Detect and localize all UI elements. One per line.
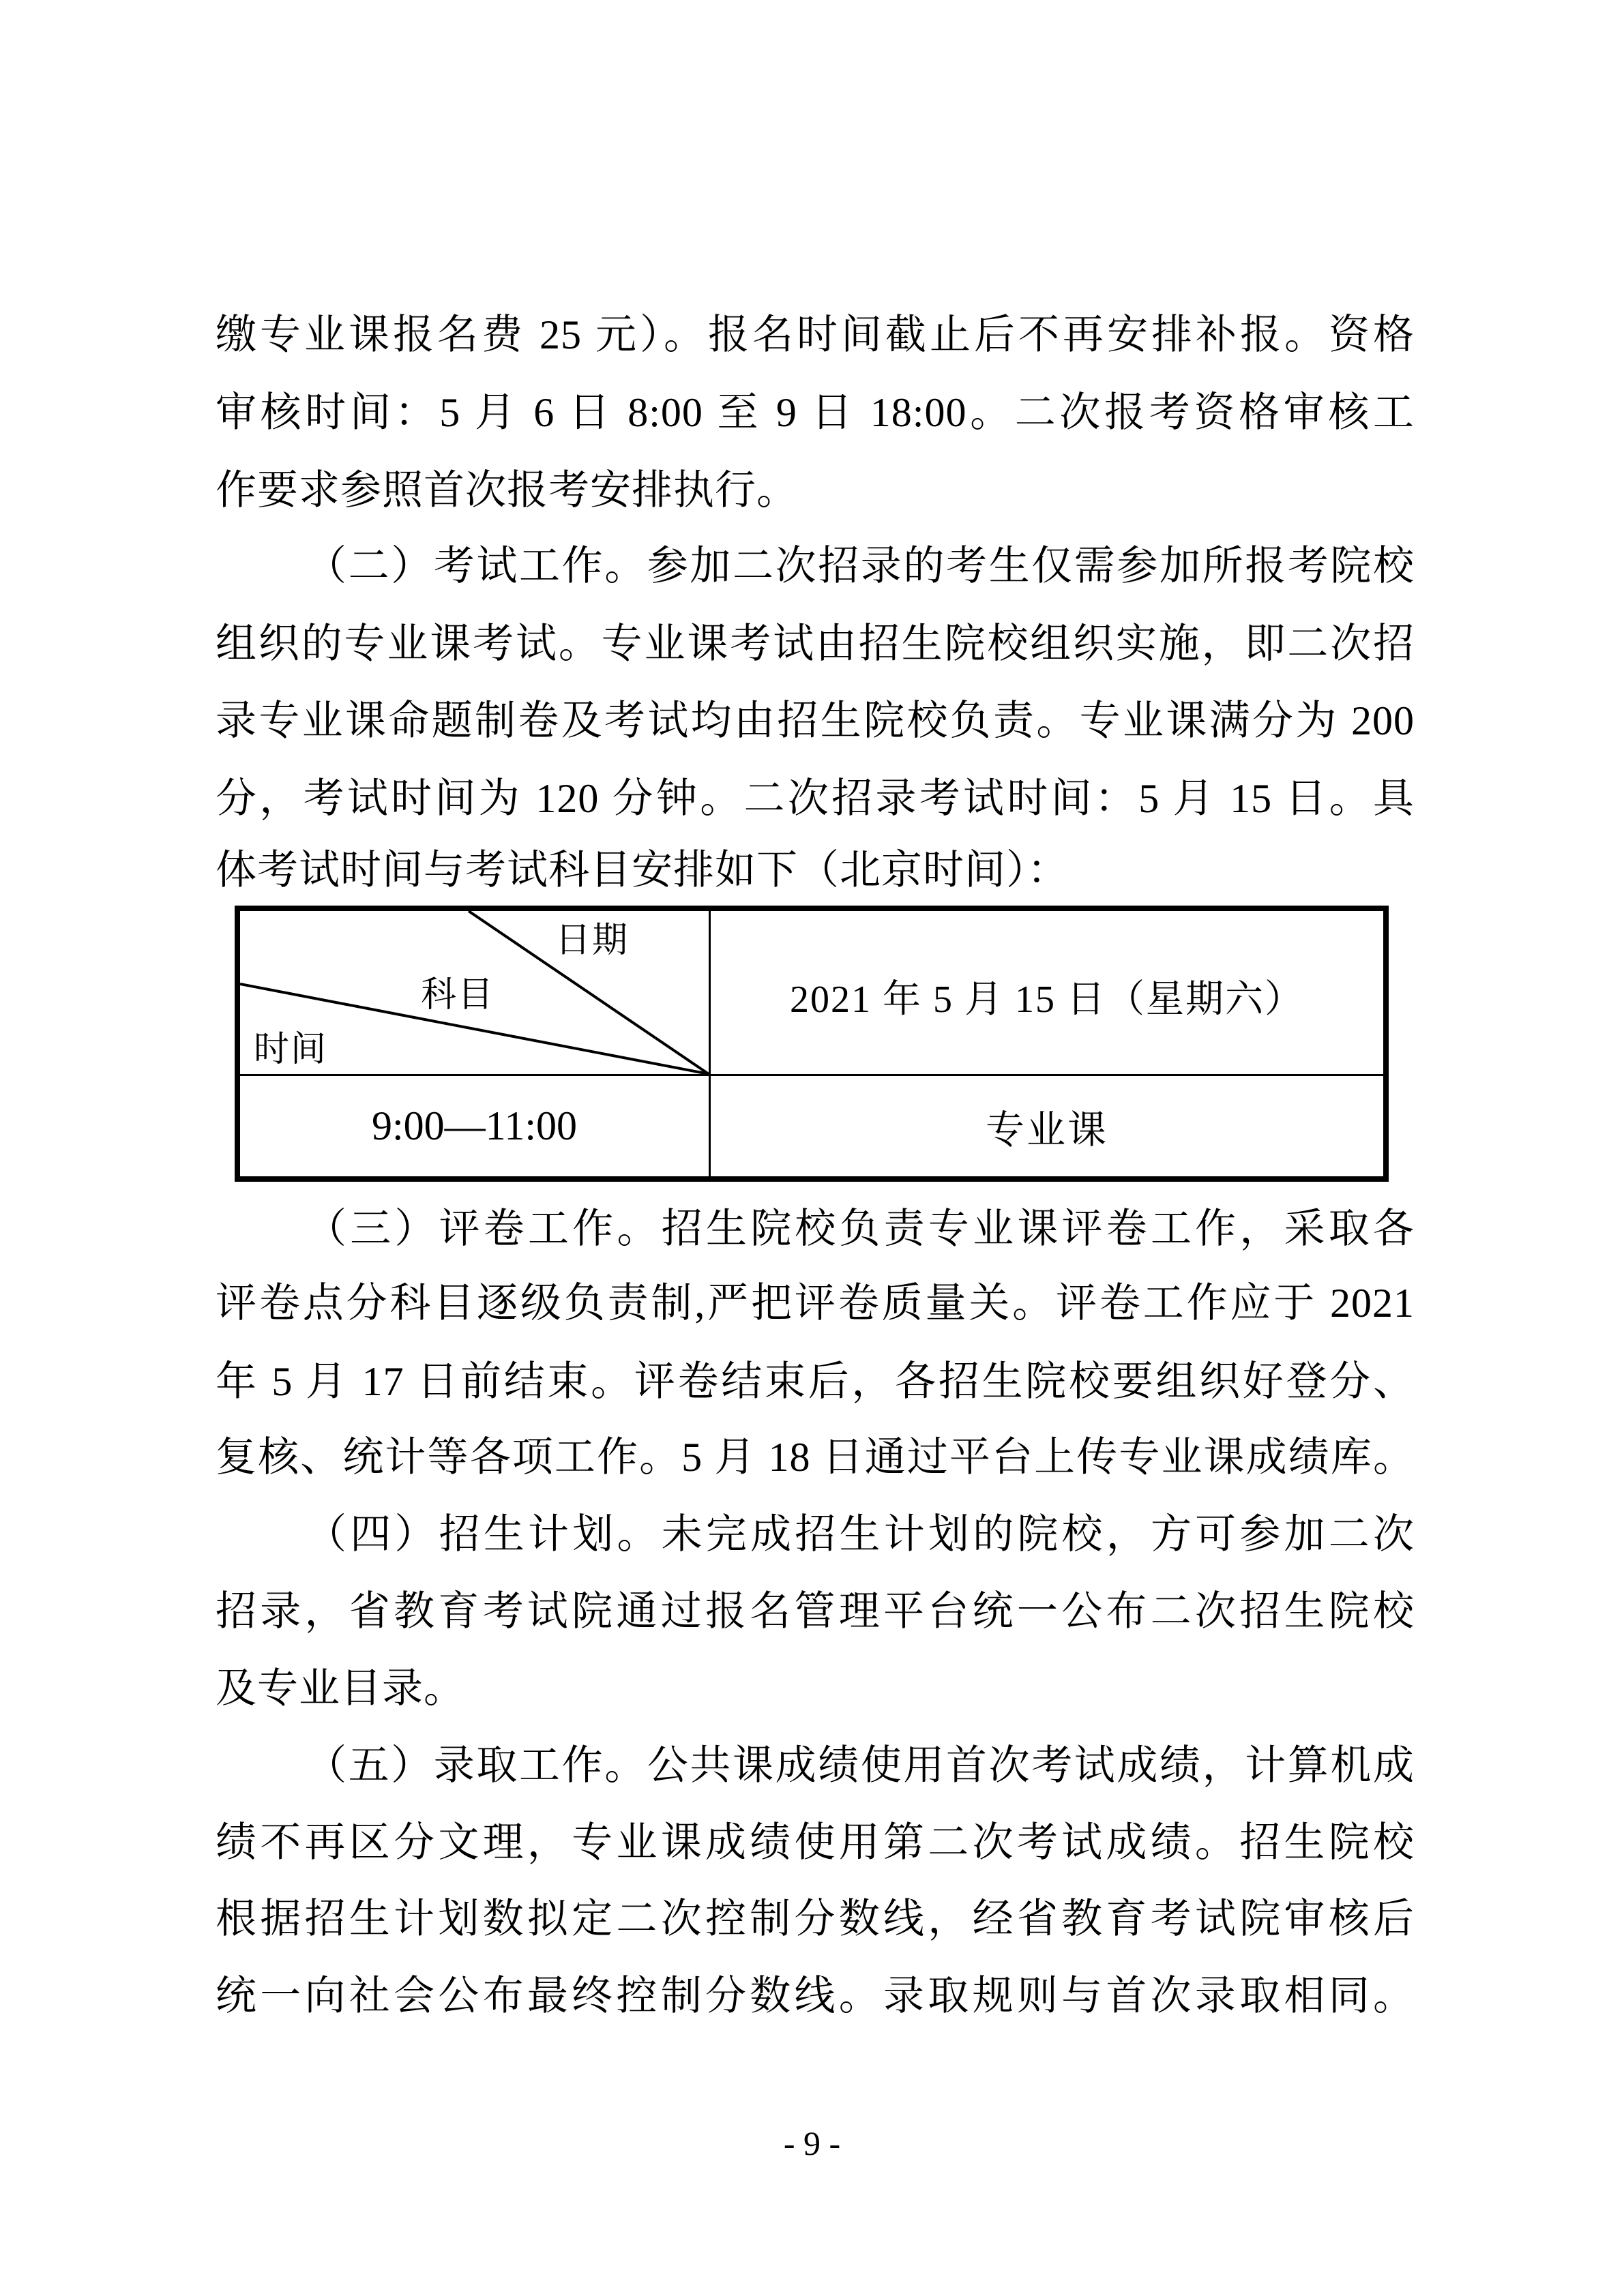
body-line: （二）考试工作。参加二次招录的考生仅需参加所报考院校	[306, 543, 1415, 588]
body-line: 复核、统计等各项工作。5 月 18 日通过平台上传专业课成绩库。	[216, 1435, 1415, 1480]
body-line: 统一向社会公布最终控制分数线。录取规则与首次录取相同。	[216, 1973, 1415, 2018]
corner-time-label: 时间	[254, 1030, 328, 1069]
body-line: 评卷点分科目逐级负责制,严把评卷质量关。评卷工作应于 2021	[216, 1281, 1415, 1326]
page-number: - 9 -	[783, 2124, 841, 2162]
corner-header-cell	[240, 911, 709, 1074]
body-line: 缴专业课报名费 25 元）。报名时间截止后不再安排补报。资格	[216, 312, 1415, 357]
body-line: （五）录取工作。公共课成绩使用首次考试成绩，计算机成	[306, 1743, 1415, 1788]
subject-value-cell: 专业课	[986, 1108, 1108, 1152]
body-line: 及专业目录。	[216, 1666, 465, 1711]
body-line: 年 5 月 17 日前结束。评卷结束后，各招生院校要组织好登分、	[216, 1359, 1415, 1404]
body-line: 招录，省教育考试院通过报名管理平台统一公布二次招生院校	[216, 1589, 1415, 1634]
body-line: 录专业课命题制卷及考试均由招生院校负责。专业课满分为 200	[216, 698, 1415, 743]
body-line: 根据招生计划数拟定二次控制分数线，经省教育考试院审核后	[216, 1896, 1415, 1941]
exam-schedule-table	[235, 906, 1389, 1182]
time-value-cell: 9:00—11:00	[371, 1103, 578, 1148]
body-line: 分，考试时间为 120 分钟。二次招录考试时间：5 月 15 日。具	[216, 776, 1415, 821]
body-line: 作要求参照首次报考安排执行。	[216, 468, 798, 513]
date-header-cell: 2021 年 5 月 15 日（星期六）	[790, 978, 1304, 1021]
corner-subject-label: 科目	[421, 976, 495, 1015]
corner-date-label: 日期	[555, 921, 630, 960]
body-line: （三）评卷工作。招生院校负责专业课评卷工作，采取各	[306, 1206, 1415, 1251]
body-line: 审核时间：5 月 6 日 8:00 至 9 日 18:00。二次报考资格审核工	[216, 390, 1415, 435]
body-line: 组织的专业课考试。专业课考试由招生院校组织实施，即二次招	[216, 621, 1415, 666]
body-line: （四）招生计划。未完成招生计划的院校，方可参加二次	[306, 1512, 1415, 1557]
body-line: 体考试时间与考试科目安排如下（北京时间）：	[216, 848, 1069, 893]
body-line: 绩不再区分文理，专业课成绩使用第二次考试成绩。招生院校	[216, 1820, 1415, 1865]
